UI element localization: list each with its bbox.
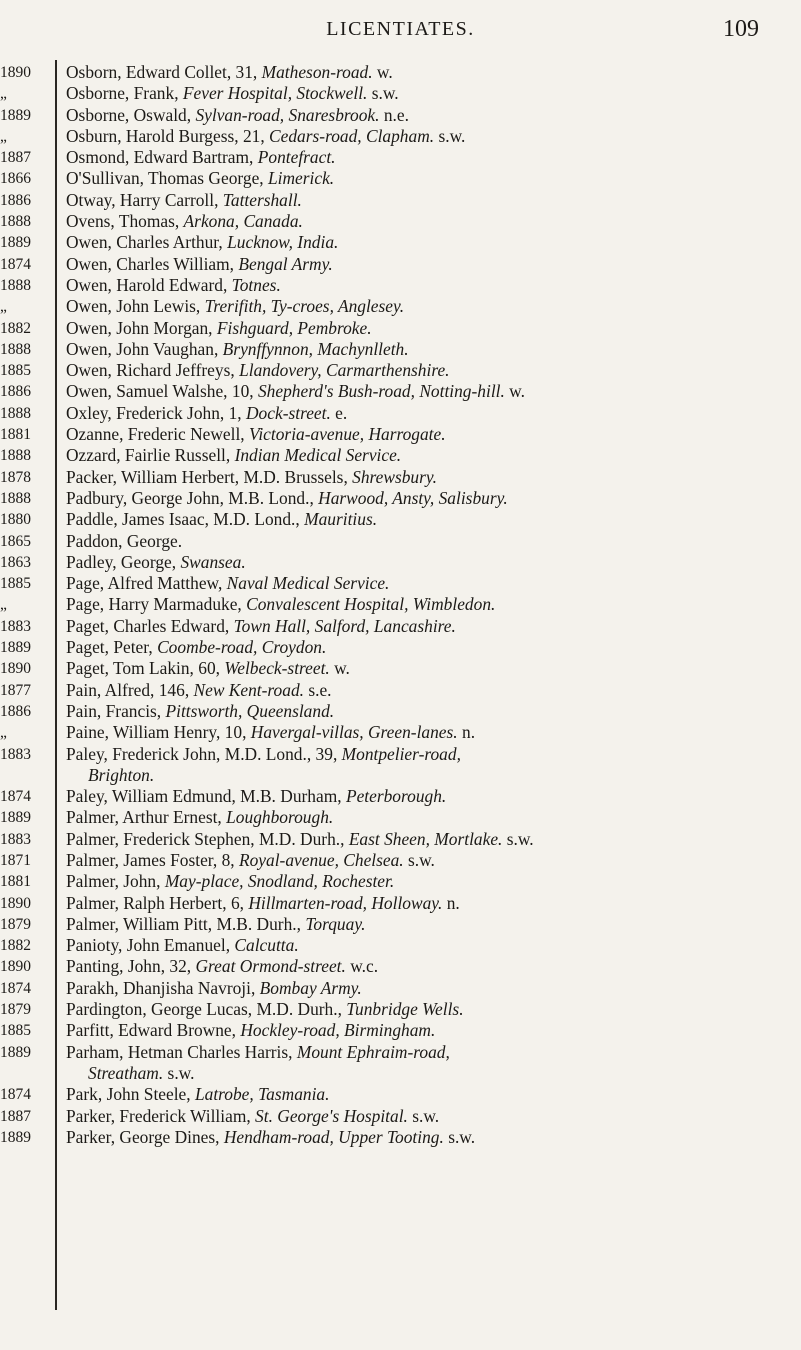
entry-address: Mount Ephraim-road, [296, 1041, 450, 1062]
entry-district: s.e. [304, 679, 332, 700]
year-label: 1886 [0, 191, 31, 209]
list-item [66, 1084, 791, 1105]
year-label: 1881 [0, 426, 31, 444]
entry-name: O'Sullivan, Thomas George, [66, 168, 268, 189]
entry-line [66, 594, 791, 615]
list-item [66, 83, 791, 104]
entry-name: Palmer, Ralph Herbert, 6, [66, 892, 249, 913]
entry-name: Page, Alfred Matthew, [66, 573, 227, 594]
entry-address: Swansea. [180, 551, 246, 572]
entry-name: Osborne, Frank, [66, 83, 183, 104]
year-label: 1866 [0, 170, 31, 188]
entry-line [66, 616, 791, 637]
year-label: 1880 [0, 511, 31, 529]
list-item [66, 999, 791, 1020]
year-label: 1888 [0, 340, 31, 358]
entry-name: Paget, Charles Edward, [66, 615, 234, 636]
entry-name: Pain, Alfred, 146, [66, 679, 194, 700]
year-label: 1886 [0, 702, 31, 720]
entry-line [66, 1106, 791, 1127]
entry-name: Parham, Hetman Charles Harris, [66, 1041, 297, 1062]
list-item [66, 403, 791, 424]
entry-name: Pardington, George Lucas, M.D. Durh., [66, 999, 347, 1020]
entry-name: Ovens, Thomas, [66, 211, 184, 232]
entry-address: Hillmarten-road, Holloway. [248, 892, 443, 913]
entry-line [66, 701, 791, 722]
list-item [66, 658, 791, 679]
list-item [66, 680, 791, 701]
list-item [66, 914, 791, 935]
year-label: 1877 [0, 681, 31, 699]
entry-line [66, 871, 791, 892]
entry-line [66, 893, 791, 914]
year-label: „ [0, 596, 7, 614]
list-item [66, 956, 791, 977]
entry-line [66, 381, 791, 402]
entry-line [66, 786, 791, 807]
entry-address: Pontefract. [257, 147, 336, 168]
year-label: 1889 [0, 1128, 31, 1146]
list-item [66, 339, 791, 360]
entry-line [66, 509, 791, 530]
entry-line [66, 232, 791, 253]
year-label: „ [0, 85, 7, 103]
year-label: 1878 [0, 468, 31, 486]
entry-district: e. [330, 402, 348, 423]
entry-name: Padley, George, [66, 551, 181, 572]
year-label: 1889 [0, 639, 31, 657]
entry-line [66, 850, 791, 871]
entry-address: Tunbridge Wells. [346, 999, 464, 1020]
entry-district: w. [504, 381, 525, 402]
year-spacer [0, 1063, 52, 1084]
entry-line [66, 467, 791, 488]
entry-line [66, 744, 791, 765]
entry-name: Parakh, Dhanjisha Navroji, [66, 977, 260, 998]
year-label: 1883 [0, 617, 31, 635]
entry-line [66, 339, 791, 360]
list-item [66, 126, 791, 147]
year-label: 1890 [0, 660, 31, 678]
entry-district: w. [329, 658, 350, 679]
year-label: 1888 [0, 447, 31, 465]
entry-district: s.w. [163, 1062, 195, 1083]
entry-address: Coombe-road, Croydon. [157, 637, 327, 658]
entry-line [66, 318, 791, 339]
entry-name: Ozanne, Frederic Newell, [66, 424, 250, 445]
list-item [66, 254, 791, 275]
year-label: 1888 [0, 276, 31, 294]
entry-address: Trerifith, Ty-croes, Anglesey. [204, 296, 405, 317]
list-item [66, 105, 791, 126]
entry-name: Owen, Harold Edward, [66, 274, 232, 295]
list-item [66, 467, 791, 488]
entry-line [66, 424, 791, 445]
entry-address: Pittsworth, Queensland. [165, 700, 335, 721]
entries-column [66, 62, 791, 1148]
entry-address: Fever Hospital, Stockwell. [182, 83, 368, 104]
entry-name: Palmer, James Foster, 8, [66, 849, 239, 870]
year-column [0, 62, 52, 1148]
list-item [66, 1020, 791, 1041]
year-label: 1879 [0, 1001, 31, 1019]
entry-name: Oxley, Frederick John, 1, [66, 402, 246, 423]
entry-name: Pain, Francis, [66, 700, 166, 721]
entry-district: n.e. [379, 104, 409, 125]
year-label: 1863 [0, 553, 31, 571]
entry-line [66, 680, 791, 701]
list-item [66, 381, 791, 402]
entry-address: Indian Medical Service. [234, 445, 402, 466]
entry-name: Owen, John Vaughan, [66, 338, 223, 359]
list-item [66, 445, 791, 466]
entry-name: Owen, Richard Jeffreys, [66, 360, 240, 381]
entry-name: Palmer, William Pitt, M.B. Durh., [66, 913, 306, 934]
year-label: 1881 [0, 873, 31, 891]
entry-line [66, 403, 791, 424]
entry-line [66, 658, 791, 679]
year-label: 1865 [0, 532, 31, 550]
entry-address: Montpelier-road, [341, 743, 461, 764]
entry-name: Park, John Steele, [66, 1084, 195, 1105]
entry-line [66, 275, 791, 296]
entry-address: Llandovery, Carmarthenshire. [239, 360, 450, 381]
entry-name: Owen, John Morgan, [66, 317, 217, 338]
entry-address: Tattershall. [222, 189, 302, 210]
entry-name: Paget, Peter, [66, 637, 158, 658]
entry-line [66, 1020, 791, 1041]
list-item [66, 829, 791, 850]
entry-line [66, 296, 791, 317]
entry-line [66, 488, 791, 509]
entry-name: Padbury, George John, M.B. Lond., [66, 487, 319, 508]
entry-address: Great Ormond-street. [195, 956, 346, 977]
year-label: 1888 [0, 404, 31, 422]
year-label: „ [0, 724, 7, 742]
list-item [66, 1127, 791, 1148]
entry-line [66, 999, 791, 1020]
entry-name: Osburn, Harold Burgess, 21, [66, 125, 270, 146]
list-item [66, 594, 791, 615]
list-item [66, 424, 791, 445]
entry-line [66, 956, 791, 977]
entry-line [66, 254, 791, 275]
entry-address: Latrobe, Tasmania. [194, 1084, 330, 1105]
entry-name: Parker, George Dines, [66, 1126, 224, 1147]
entry-district: w.c. [345, 956, 379, 977]
entry-name: Palmer, John, [66, 871, 165, 892]
year-label: „ [0, 127, 7, 145]
list-item [66, 232, 791, 253]
entry-district: s.w. [434, 125, 466, 146]
year-label: 1883 [0, 745, 31, 763]
entry-line [66, 147, 791, 168]
entry-district: s.w. [443, 1126, 476, 1147]
entry-district: n. [457, 722, 476, 743]
entry-line [66, 1084, 791, 1105]
entry-address: Dock-street. [246, 402, 331, 423]
entry-address: Bengal Army. [238, 253, 333, 274]
entry-address: Cedars-road, Clapham. [269, 125, 435, 146]
entry-name: Otway, Harry Carroll, [66, 189, 223, 210]
entry-district: w. [372, 62, 393, 82]
list-item [66, 722, 791, 743]
entry-district: n. [442, 892, 460, 913]
year-label: 1890 [0, 958, 31, 976]
list-item [66, 744, 791, 787]
entry-name: Packer, William Herbert, M.D. Brussels, [66, 466, 353, 487]
entry-line [66, 573, 791, 594]
list-item [66, 871, 791, 892]
entry-address: Town Hall, Salford, Lancashire. [233, 615, 456, 636]
list-item [66, 531, 791, 552]
entry-name: Palmer, Arthur Ernest, [66, 807, 227, 828]
entry-line [66, 360, 791, 381]
entry-district: s.w. [367, 83, 399, 104]
entry-name: Paley, Frederick John, M.D. Lond., 39, [66, 743, 342, 764]
year-label: 1889 [0, 809, 31, 827]
entry-address: Mauritius. [304, 509, 378, 530]
entry-line [66, 552, 791, 573]
entry-address: Limerick. [267, 168, 335, 189]
year-label: 1890 [0, 64, 31, 81]
entry-name: Paget, Tom Lakin, 60, [66, 658, 225, 679]
year-label: 1874 [0, 979, 31, 997]
entry-address: Peterborough. [345, 786, 447, 807]
entry-line [66, 168, 791, 189]
entry-address-continued: Streatham. [88, 1062, 164, 1083]
list-item [66, 616, 791, 637]
year-label: 1890 [0, 894, 31, 912]
entry-address: Shrewsbury. [352, 466, 438, 487]
entry-name: Paddon, George. [66, 530, 183, 551]
entry-address: Havergal-villas, Green-lanes. [250, 722, 458, 743]
list-item [66, 275, 791, 296]
entry-name: Parker, Frederick William, [66, 1105, 256, 1126]
entry-address: Royal-avenue, Chelsea. [238, 849, 404, 870]
entry-line [66, 637, 791, 658]
entry-name: Ozzard, Fairlie Russell, [66, 445, 235, 466]
list-item [66, 296, 791, 317]
entry-address: Naval Medical Service. [226, 573, 390, 594]
list-item [66, 807, 791, 828]
entry-address: Bombay Army. [259, 977, 362, 998]
year-label: 1883 [0, 830, 31, 848]
entry-line [66, 935, 791, 956]
entry-line [66, 126, 791, 147]
column-divider [55, 60, 57, 1310]
year-label: 1889 [0, 1043, 31, 1061]
entry-district: s.w. [403, 849, 435, 870]
entry-name: Owen, Charles Arthur, [66, 232, 228, 253]
list-item [66, 1042, 791, 1085]
year-label: 1885 [0, 1022, 31, 1040]
year-spacer [0, 765, 52, 786]
year-label: 1887 [0, 1107, 31, 1125]
entry-name: Paddle, James Isaac, M.D. Lond., [66, 509, 305, 530]
entry-name: Parfitt, Edward Browne, [66, 1020, 241, 1041]
entry-address: Matheson-road. [261, 62, 373, 82]
entry-address: Loughborough. [226, 807, 334, 828]
entry-address: St. George's Hospital. [255, 1105, 408, 1126]
year-label: 1889 [0, 234, 31, 252]
entry-line [66, 1042, 791, 1063]
entry-line [66, 62, 791, 83]
entry-address: Calcutta. [234, 935, 299, 956]
year-label: 1886 [0, 383, 31, 401]
entry-address: Shepherd's Bush-road, Notting-hill. [257, 381, 505, 402]
entry-name: Page, Harry Marmaduke, [66, 594, 247, 615]
year-label: 1882 [0, 319, 31, 337]
entry-name: Owen, John Lewis, [66, 296, 205, 317]
year-label: 1882 [0, 937, 31, 955]
entry-address: Arkona, Canada. [183, 211, 303, 232]
entry-name: Paine, William Henry, 10, [66, 722, 251, 743]
entry-name: Osmond, Edward Bartram, [66, 147, 258, 168]
year-label: 1885 [0, 575, 31, 593]
entry-address: Lucknow, India. [227, 232, 339, 253]
year-label: 1871 [0, 851, 31, 869]
entry-line [66, 1127, 791, 1148]
list-item [66, 786, 791, 807]
entry-address-continued: Brighton. [88, 764, 155, 785]
entry-continuation [66, 1063, 791, 1084]
entry-address: Fishguard, Pembroke. [216, 317, 372, 338]
entry-line [66, 211, 791, 232]
year-label: 1888 [0, 213, 31, 231]
list-item [66, 211, 791, 232]
entry-address: New Kent-road. [193, 679, 304, 700]
list-item [66, 552, 791, 573]
entry-name: Osborne, Oswald, [66, 104, 196, 125]
entry-line [66, 83, 791, 104]
list-item [66, 893, 791, 914]
entry-address: Hendham-road, Upper Tooting. [223, 1126, 444, 1147]
entry-address: Brynffynnon, Machynlleth. [222, 338, 409, 359]
entry-line [66, 914, 791, 935]
list-item [66, 701, 791, 722]
list-item [66, 509, 791, 530]
year-label: 1885 [0, 362, 31, 380]
entry-line [66, 722, 791, 743]
entry-name: Palmer, Frederick Stephen, M.D. Durh., [66, 828, 349, 849]
year-label: 1887 [0, 149, 31, 167]
entry-line [66, 190, 791, 211]
entry-address: Convalescent Hospital, Wimbledon. [246, 594, 496, 615]
entry-line [66, 807, 791, 828]
entry-name: Owen, Samuel Walshe, 10, [66, 381, 258, 402]
year-label: 1874 [0, 788, 31, 806]
list-item [66, 62, 791, 83]
list-item [66, 190, 791, 211]
year-label: 1874 [0, 255, 31, 273]
year-label: 1879 [0, 915, 31, 933]
entry-address: Torquay. [305, 913, 366, 934]
entry-district: s.w. [407, 1105, 440, 1126]
list-item [66, 168, 791, 189]
entry-address: Hockley-road, Birmingham. [240, 1020, 436, 1041]
list-item [66, 573, 791, 594]
list-item [66, 978, 791, 999]
list-item [66, 488, 791, 509]
entry-address: May-place, Snodland, Rochester. [164, 871, 395, 892]
entry-line [66, 445, 791, 466]
year-label: 1889 [0, 106, 31, 124]
year-label: 1874 [0, 1086, 31, 1104]
entry-district: s.w. [502, 828, 534, 849]
entry-line [66, 105, 791, 126]
entry-name: Paley, William Edmund, M.B. Durham, [66, 786, 346, 807]
list-item [66, 1106, 791, 1127]
entry-address: Sylvan-road, Snaresbrook. [195, 104, 380, 125]
page-number: 109 [723, 16, 759, 42]
entry-line [66, 531, 791, 552]
list-item [66, 318, 791, 339]
entry-name: Owen, Charles William, [66, 253, 239, 274]
year-label: „ [0, 298, 7, 316]
entry-address: Welbeck-street. [224, 658, 330, 679]
entry-continuation [66, 765, 791, 786]
entry-name: Panting, John, 32, [66, 956, 196, 977]
list-item [66, 637, 791, 658]
entry-name: Osborn, Edward Collet, 31, [66, 62, 262, 82]
year-label: 1888 [0, 489, 31, 507]
page-header [0, 18, 801, 48]
entry-line [66, 978, 791, 999]
entry-address: Harwood, Ansty, Salisbury. [318, 487, 508, 508]
entry-line [66, 829, 791, 850]
list-item [66, 147, 791, 168]
running-title: LICENTIATES. [326, 18, 475, 40]
entry-address: East Sheen, Mortlake. [348, 828, 503, 849]
list-item [66, 850, 791, 871]
list-item [66, 935, 791, 956]
entry-address: Victoria-avenue, Harrogate. [249, 424, 446, 445]
entry-name: Panioty, John Emanuel, [66, 935, 235, 956]
entry-address: Totnes. [231, 274, 281, 295]
list-item [66, 360, 791, 381]
